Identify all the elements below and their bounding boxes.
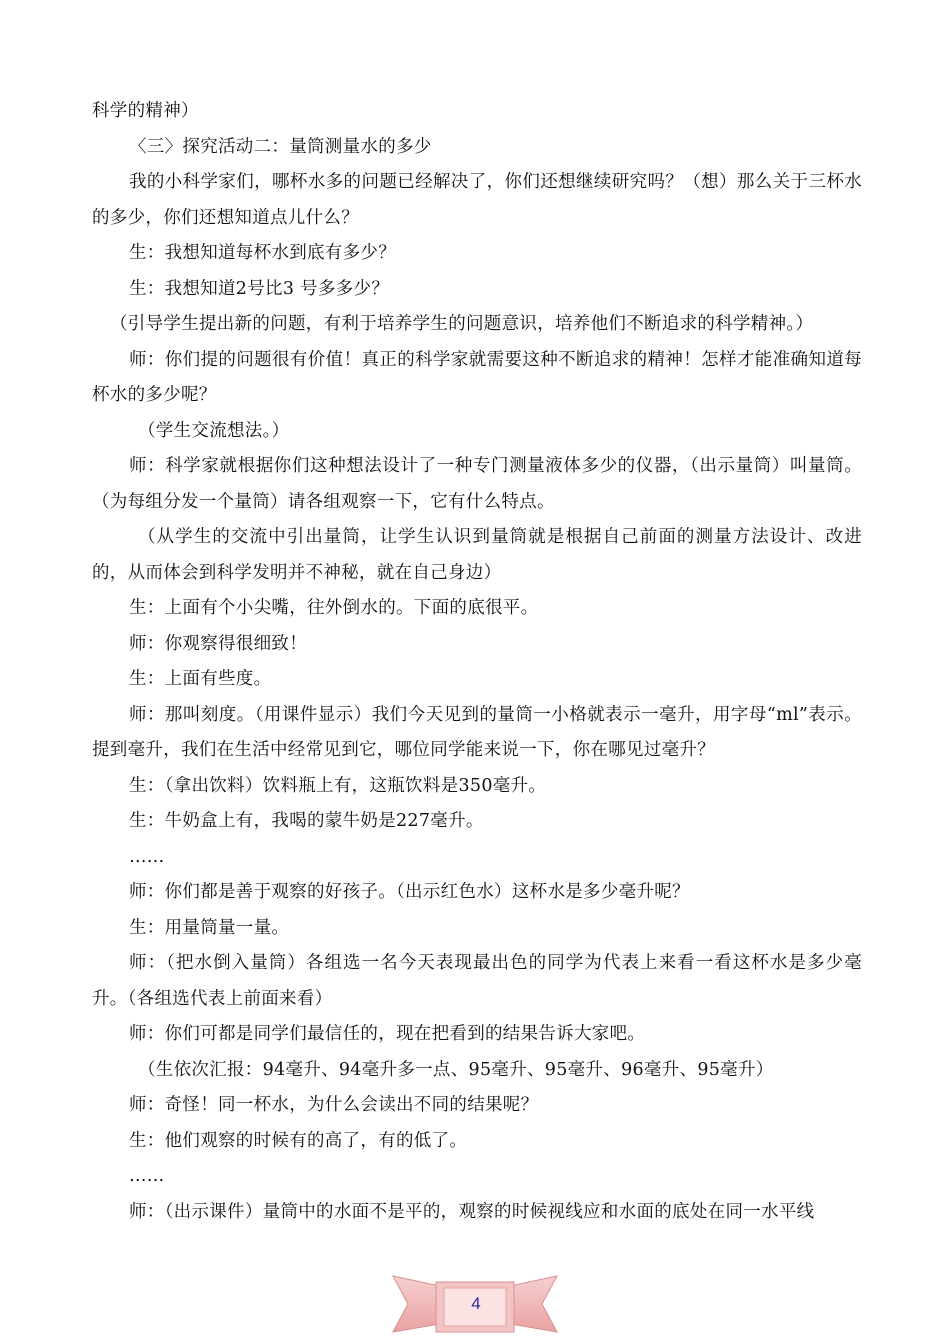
paragraph: 生：牛奶盒上有，我喝的蒙牛奶是227毫升。 — [129, 811, 484, 831]
paragraph: 生：上面有些度。 — [129, 669, 272, 689]
paragraph: 师：你们都是善于观察的好孩子。（出示红色水）这杯水是多少毫升呢？ — [129, 882, 690, 902]
paragraph: 师：你们可都是同学们最信任的，现在把看到的结果告诉大家吧。 — [129, 1024, 646, 1044]
section-heading: 〈三〉探究活动二：量筒测量水的多少 — [129, 136, 432, 157]
paragraph: 生：他们观察的时候有的高了，有的低了。 — [129, 1130, 468, 1151]
paragraph: 生：我想知道每杯水到底有多少？ — [129, 243, 396, 263]
paragraph: 师：（把水倒入量筒）各组选一名今天表现最出色的同学为代表上来看一看这杯水是多少毫升。（各组选代表上前面来看） — [92, 953, 862, 1009]
ellipsis: …… — [129, 1166, 165, 1186]
paragraph: 生：我想知道2号比3 号多多少？ — [129, 278, 390, 299]
paragraph: 师：奇怪！同一杯水，为什么会读出不同的结果呢？ — [129, 1095, 539, 1115]
paragraph: 科学的精神） — [92, 101, 199, 121]
paragraph: 师：你们提的问题很有价值！真正的科学家就需要这种不断追求的精神！怎样才能准确知道每杯水的多少呢？ — [92, 349, 862, 405]
paragraph: 生：用量筒量一量。 — [129, 917, 290, 938]
paragraph: 师：那叫刻度。（用课件显示）我们今天见到的量筒一小格就表示一毫升，用字母“ml”表示。提到毫升，我们在生活中经常见到它，哪位同学能来说一下，你在哪见过毫升？ — [92, 704, 862, 760]
paragraph: （学生交流想法。） — [138, 420, 290, 441]
paragraph: （引导学生提出新的问题，有利于培养学生的问题意识，培养他们不断追求的科学精神。） — [110, 314, 814, 334]
paragraph: 生：上面有个小尖嘴，往外倒水的。下面的底很平。 — [129, 598, 539, 618]
paragraph: 师：（出示课件）量筒中的水面不是平的，观察的时候视线应和水面的底处在同一水平线 — [129, 1201, 815, 1222]
paragraph: （从学生的交流中引出量筒，让学生认识到量筒就是根据自己前面的测量方法设计、改进的，从而体会到科学发明并不神秘，就在自己身边） — [92, 527, 862, 583]
paragraph: 师：你观察得很细致！ — [129, 633, 307, 654]
ellipsis: …… — [129, 846, 165, 867]
paragraph: 我的小科学家们，哪杯水多的问题已经解决了，你们还想继续研究吗？（想）那么关于三杯水的多少，你们还想知道点儿什么？ — [92, 172, 862, 228]
document-body — [92, 94, 862, 1230]
page-footer — [0, 1268, 950, 1344]
page-number: 4 — [471, 1294, 481, 1313]
paragraph: 生：（拿出饮料）饮料瓶上有，这瓶饮料是350毫升。 — [129, 775, 547, 796]
paragraph: 师：科学家就根据你们这种想法设计了一种专门测量液体多少的仪器，（出示量筒）叫量筒。（为每组分发一个量筒）请各组观察一下，它有什么特点。 — [92, 456, 862, 512]
paragraph: （生依次汇报：94毫升、94毫升多一点、95毫升、95毫升、96毫升、95毫升） — [138, 1059, 774, 1080]
